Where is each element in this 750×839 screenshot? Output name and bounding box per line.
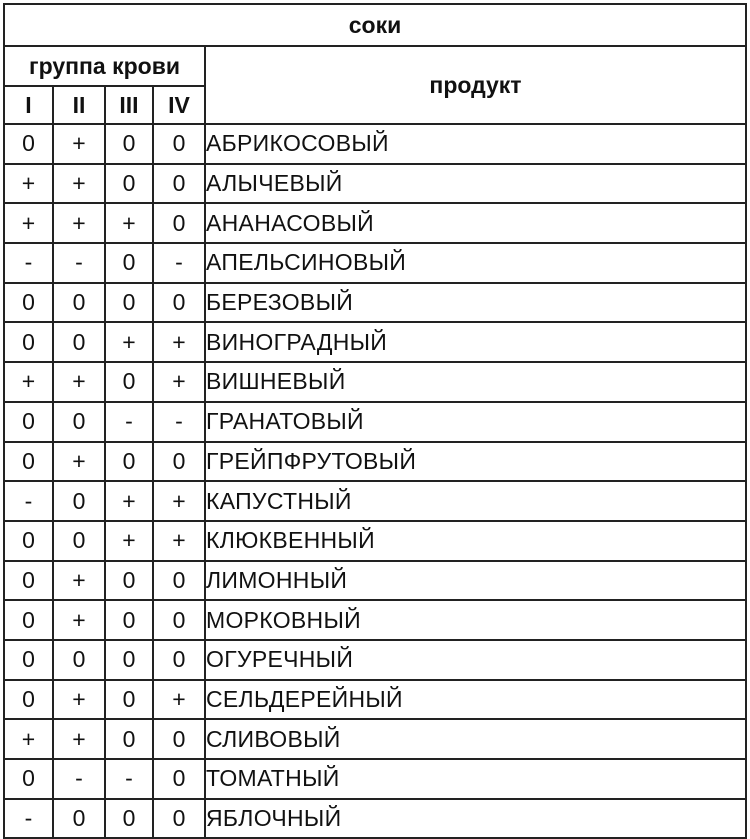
table-row — [4, 481, 746, 521]
compatibility-cell: 0 — [53, 481, 105, 521]
compatibility-cell: 0 — [153, 442, 205, 482]
compatibility-cell: 0 — [153, 203, 205, 243]
compatibility-cell: 0 — [53, 283, 105, 323]
compatibility-cell: 0 — [4, 402, 53, 442]
compatibility-cell: + — [4, 164, 53, 204]
compatibility-cell: 0 — [105, 561, 153, 601]
table-row — [4, 362, 746, 402]
compatibility-cell: 0 — [4, 680, 53, 720]
compatibility-cell: 0 — [4, 442, 53, 482]
compatibility-cell: + — [53, 442, 105, 482]
compatibility-cell: + — [105, 322, 153, 362]
compatibility-cell: 0 — [105, 283, 153, 323]
table-row — [4, 640, 746, 680]
compatibility-cell: - — [4, 799, 53, 839]
compatibility-cell: + — [105, 521, 153, 561]
product-name: ЯБЛОЧНЫЙ — [205, 799, 746, 839]
table-row — [4, 283, 746, 323]
product-name: КАПУСТНЫЙ — [205, 481, 746, 521]
blood-group-1: I — [4, 86, 53, 124]
compatibility-cell: + — [153, 362, 205, 402]
compatibility-cell: + — [4, 203, 53, 243]
compatibility-cell: 0 — [153, 799, 205, 839]
product-name: АПЕЛЬСИНОВЫЙ — [205, 243, 746, 283]
compatibility-cell: + — [153, 481, 205, 521]
table-title: соки — [4, 4, 746, 46]
compatibility-cell: 0 — [105, 164, 153, 204]
table-row — [4, 680, 746, 720]
blood-group-3: III — [105, 86, 153, 124]
compatibility-cell: 0 — [4, 759, 53, 799]
compatibility-cell: 0 — [153, 561, 205, 601]
compatibility-cell: + — [53, 561, 105, 601]
table-row — [4, 521, 746, 561]
compatibility-cell: 0 — [153, 719, 205, 759]
product-name: КЛЮКВЕННЫЙ — [205, 521, 746, 561]
compatibility-cell: - — [53, 243, 105, 283]
table-body — [4, 124, 746, 838]
compatibility-cell: - — [105, 402, 153, 442]
compatibility-cell: + — [53, 719, 105, 759]
compatibility-cell: 0 — [105, 442, 153, 482]
compatibility-cell: 0 — [105, 243, 153, 283]
table-row — [4, 600, 746, 640]
compatibility-cell: + — [105, 481, 153, 521]
compatibility-cell: 0 — [105, 799, 153, 839]
compatibility-cell: + — [53, 124, 105, 164]
table-row — [4, 799, 746, 839]
compatibility-cell: 0 — [53, 521, 105, 561]
product-name: ЛИМОННЫЙ — [205, 561, 746, 601]
compatibility-cell: 0 — [153, 640, 205, 680]
compatibility-cell: - — [4, 481, 53, 521]
compatibility-cell: + — [105, 203, 153, 243]
compatibility-cell: 0 — [105, 600, 153, 640]
product-name: АЛЫЧЕВЫЙ — [205, 164, 746, 204]
table-row — [4, 124, 746, 164]
compatibility-cell: 0 — [105, 362, 153, 402]
table-row — [4, 442, 746, 482]
product-name: АНАНАСОВЫЙ — [205, 203, 746, 243]
product-name: АБРИКОСОВЫЙ — [205, 124, 746, 164]
compatibility-cell: 0 — [153, 283, 205, 323]
compatibility-cell: + — [53, 600, 105, 640]
product-name: ГРАНАТОВЫЙ — [205, 402, 746, 442]
compatibility-cell: 0 — [53, 322, 105, 362]
table-row — [4, 243, 746, 283]
compatibility-cell: 0 — [105, 640, 153, 680]
table-row — [4, 164, 746, 204]
compatibility-cell: + — [4, 362, 53, 402]
compatibility-cell: 0 — [53, 640, 105, 680]
compatibility-cell: - — [53, 759, 105, 799]
compatibility-cell: 0 — [153, 600, 205, 640]
product-name: МОРКОВНЫЙ — [205, 600, 746, 640]
compatibility-cell: 0 — [105, 680, 153, 720]
blood-group-4: IV — [153, 86, 205, 124]
table-row — [4, 322, 746, 362]
compatibility-cell: 0 — [153, 759, 205, 799]
product-name: СЕЛЬДЕРЕЙНЫЙ — [205, 680, 746, 720]
table-row — [4, 402, 746, 442]
compatibility-cell: 0 — [4, 124, 53, 164]
compatibility-cell: + — [153, 680, 205, 720]
table-row — [4, 561, 746, 601]
compatibility-cell: 0 — [4, 322, 53, 362]
blood-group-2: II — [53, 86, 105, 124]
table-row — [4, 759, 746, 799]
product-name: ОГУРЕЧНЫЙ — [205, 640, 746, 680]
product-name: СЛИВОВЫЙ — [205, 719, 746, 759]
compatibility-cell: 0 — [105, 719, 153, 759]
compatibility-cell: 0 — [105, 124, 153, 164]
compatibility-cell: - — [153, 402, 205, 442]
compatibility-cell: + — [53, 203, 105, 243]
table-row — [4, 719, 746, 759]
compatibility-cell: 0 — [53, 799, 105, 839]
product-name: ТОМАТНЫЙ — [205, 759, 746, 799]
compatibility-cell: - — [105, 759, 153, 799]
product-name: БЕРЕЗОВЫЙ — [205, 283, 746, 323]
table-row — [4, 203, 746, 243]
blood-group-header: группа крови — [4, 46, 205, 86]
compatibility-cell: + — [153, 521, 205, 561]
compatibility-cell: + — [153, 322, 205, 362]
product-header: продукт — [205, 46, 746, 124]
compatibility-cell: + — [53, 680, 105, 720]
compatibility-cell: 0 — [153, 124, 205, 164]
compatibility-cell: + — [53, 164, 105, 204]
compatibility-cell: + — [53, 362, 105, 402]
compatibility-cell: - — [153, 243, 205, 283]
compatibility-cell: 0 — [4, 521, 53, 561]
product-name: ВИШНЕВЫЙ — [205, 362, 746, 402]
product-name: ВИНОГРАДНЫЙ — [205, 322, 746, 362]
compatibility-cell: 0 — [153, 164, 205, 204]
compatibility-cell: 0 — [4, 600, 53, 640]
compatibility-cell: + — [4, 719, 53, 759]
compatibility-cell: 0 — [4, 283, 53, 323]
compatibility-cell: - — [4, 243, 53, 283]
compatibility-cell: 0 — [53, 402, 105, 442]
product-name: ГРЕЙПФРУТОВЫЙ — [205, 442, 746, 482]
juice-table — [3, 3, 747, 839]
compatibility-cell: 0 — [4, 561, 53, 601]
compatibility-cell: 0 — [4, 640, 53, 680]
